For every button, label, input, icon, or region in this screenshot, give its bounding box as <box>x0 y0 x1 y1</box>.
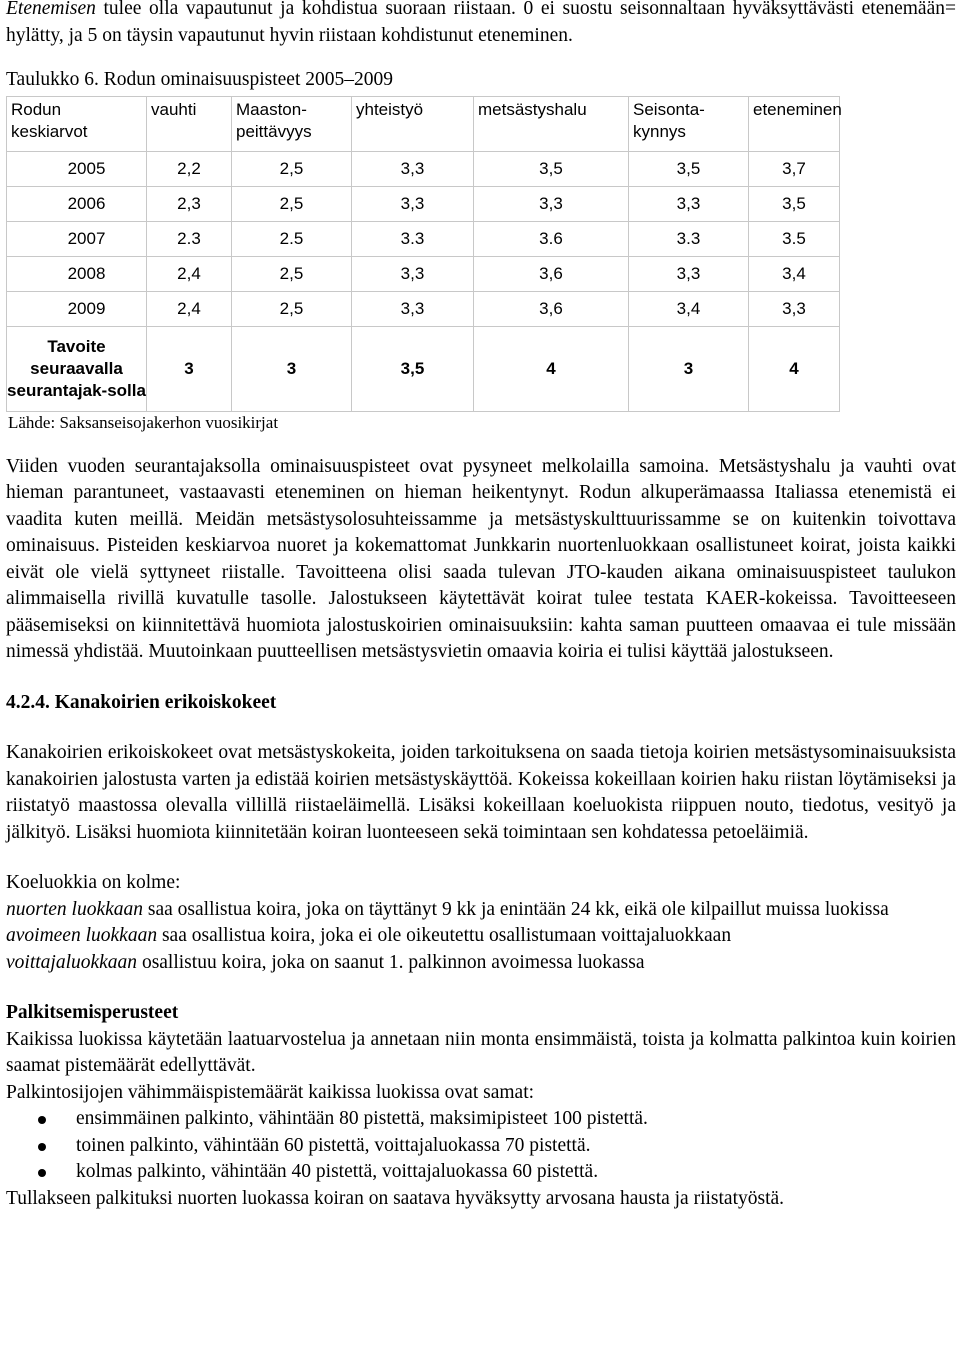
class-item <box>6 923 956 950</box>
table-cell: 3,3 <box>474 186 629 221</box>
classes-intro: Koeluokkia on kolme: <box>6 872 181 893</box>
table-cell: 3,7 <box>749 151 840 186</box>
trials-paragraph: Kanakoirien erikoiskokeet ovat metsästyskokeita, joiden tarkoituksena on saada tietoja koirien metsästysominaisuuksista kanakoirien jalostusta varten ja edistää koirien metsästyskäyttöä. Kokeissa kokeillaan koirien haku riistan löytämiseksi ja riistatyö maastossa olevalla villillä riistaeläimellä. Lisäksi kokeillaan koeluokista riippuen nouto, tiedotus, vesityö ja jälkityö. Lisäksi huomiota kiinnitetään koiran luonteeseen sekä toimintaan sen kohdatessa petoeläimiä. <box>6 742 956 843</box>
table-row <box>7 151 840 186</box>
class-text: saa osallistua koira, joka ei ole oikeutettu osallistumaan voittajaluokkaan <box>157 925 732 946</box>
header-cell: Rodun keskiarvot <box>7 96 147 151</box>
list-item: kolmas palkinto, vähintään 40 pistettä, voittajaluokassa 60 pistettä. <box>76 1159 956 1186</box>
class-term: avoimeen luokkaan <box>6 925 158 946</box>
table-cell: 3,6 <box>474 291 629 326</box>
table-cell: 3,5 <box>749 186 840 221</box>
target-label-cell: Tavoite seuraavalla seurantajak-solla <box>7 326 147 411</box>
class-term: voittajaluokkaan <box>6 951 138 973</box>
target-cell: 4 <box>474 326 629 411</box>
table-row <box>7 186 840 221</box>
table-row <box>7 291 840 326</box>
target-cell: 3 <box>232 326 352 411</box>
scores-table-wrap <box>6 96 842 434</box>
header-cell: Seisonta-kynnys <box>629 96 749 151</box>
table-cell: 2.5 <box>232 221 352 256</box>
scores-table <box>6 96 840 412</box>
table-cell: 3,3 <box>352 186 474 221</box>
document-page <box>6 0 956 1212</box>
header-cell: eteneminen <box>749 96 840 151</box>
prize-list <box>6 1106 956 1186</box>
table-cell: 3,4 <box>629 291 749 326</box>
class-text: saa osallistua koira, joka on täyttänyt 9 kk ja enintään 24 kk, eikä ole kilpaillut muissa luokissa <box>143 898 889 920</box>
table-caption: Taulukko 6. Rodun ominaisuuspisteet 2005–2009 <box>6 69 393 90</box>
header-cell: yhteistyö <box>352 96 474 151</box>
year-cell: 2007 <box>7 221 147 256</box>
table-cell: 2,4 <box>147 256 232 291</box>
prize-heading: Palkitsemisperusteet <box>6 1002 179 1023</box>
prize-min-intro: Palkintosijojen vähimmäispistemäärät kaikissa luokissa ovat samat: <box>6 1081 535 1103</box>
table-cell: 3,3 <box>352 291 474 326</box>
table-cell: 3.3 <box>629 221 749 256</box>
class-item <box>6 897 956 924</box>
table-cell: 3,6 <box>474 256 629 291</box>
table-cell: 3.3 <box>352 221 474 256</box>
table-cell: 3,3 <box>629 186 749 221</box>
target-cell: 3 <box>147 326 232 411</box>
target-cell: 4 <box>749 326 840 411</box>
table-header-row <box>7 96 840 151</box>
table-cell: 3,3 <box>629 256 749 291</box>
table-cell: 3,3 <box>352 256 474 291</box>
target-cell: 3,5 <box>352 326 474 411</box>
table-row <box>7 256 840 291</box>
prize-closing: Tullakseen palkituksi nuorten luokassa koiran on saatava hyväksytty arvosana hausta ja riistatyöstä. <box>6 1187 785 1209</box>
table-cell: 3,3 <box>749 291 840 326</box>
header-cell: vauhti <box>147 96 232 151</box>
table-source: Lähde: Saksanseisojakerhon vuosikirjat <box>8 412 279 432</box>
target-cell: 3 <box>629 326 749 411</box>
table-cell: 2.3 <box>147 221 232 256</box>
year-cell: 2006 <box>7 186 147 221</box>
target-row <box>7 326 840 411</box>
prize-paragraph: Kaikissa luokissa käytetään laatuarvostelua ja annetaan niin monta ensimmäistä, toista ja kolmatta palkintoa kuin koirien saamat pistemäärät edellyttävät. <box>6 1028 956 1076</box>
table-cell: 2,5 <box>232 186 352 221</box>
intro-text: tulee olla vapautunut ja kohdistua suoraan riistaan. 0 ei suostu seisonnaltaan hyväksyttävästi etenemään= hylätty, ja 5 on täysin vapautunut hyvin riistaan kohdistunut eteneminen. <box>6 0 956 46</box>
year-cell: 2008 <box>7 256 147 291</box>
table-cell: 2,3 <box>147 186 232 221</box>
year-cell: 2005 <box>7 151 147 186</box>
table-cell: 3,4 <box>749 256 840 291</box>
intro-paragraph <box>6 0 956 49</box>
table-cell: 3.5 <box>749 221 840 256</box>
table-cell: 2,4 <box>147 291 232 326</box>
table-cell: 2,2 <box>147 151 232 186</box>
table-cell: 2,5 <box>232 291 352 326</box>
list-item: ensimmäinen palkinto, vähintään 80 pistettä, maksimipisteet 100 pistettä. <box>76 1106 956 1133</box>
intro-italic-term: Etenemisen <box>6 0 96 19</box>
header-cell: Maaston-peittävyys <box>232 96 352 151</box>
list-item: toinen palkinto, vähintään 60 pistettä, voittajaluokassa 70 pistettä. <box>76 1133 956 1160</box>
class-text: osallistuu koira, joka on saanut 1. palkinnon avoimessa luokassa <box>137 951 645 973</box>
table-cell: 3,5 <box>474 151 629 186</box>
table-cell: 3,5 <box>629 151 749 186</box>
table-cell: 2,5 <box>232 256 352 291</box>
table-cell: 3,3 <box>352 151 474 186</box>
class-item <box>6 950 956 977</box>
analysis-paragraph: Viiden vuoden seurantajaksolla ominaisuuspisteet ovat pysyneet melkolailla samoina. Metsästyshalu ja vauhti ovat hieman parantuneet, vastaavasti eteneminen on hieman heikentynyt. Rodun alkuperämaassa Italiassa etenemistä ei vaadita kuten meillä. Meidän metsästysolosuhteissamme ja metsästyskulttuurissamme se on kuitenkin toivottava ominaisuus. Pisteiden keskiarvoa nuoret ja kokemattomat Junkkarin nuortenluokkaan osallistuneet koirat, joista kaikki eivät ole vielä syttyneet riistalle. Tavoitteena olisi saada tulevan JTO-kauden aikana ominaisuuspisteet taulukon alimmaisella rivillä kuvatulle tasolle. Jalostukseen käytettävät koirat tulee testata KAER-kokeissa. Tavoitteeseen pääsemiseksi on kiinnitettävä huomiota jalostuskoirien ominaisuuksiin: kahta saman puutteen omaavaa ei tule missään nimessä yhdistää. Muutoinkaan puutteellisen metsästysvietin omaavia koiria ei tulisi käyttää jalostukseen. <box>6 455 956 662</box>
section-heading: 4.2.4. Kanakoirien erikoiskokeet <box>6 691 277 713</box>
year-cell: 2009 <box>7 291 147 326</box>
table-row <box>7 221 840 256</box>
header-cell: metsästyshalu <box>474 96 629 151</box>
table-cell: 3.6 <box>474 221 629 256</box>
table-cell: 2,5 <box>232 151 352 186</box>
class-term: nuorten luokkaan <box>6 898 144 920</box>
